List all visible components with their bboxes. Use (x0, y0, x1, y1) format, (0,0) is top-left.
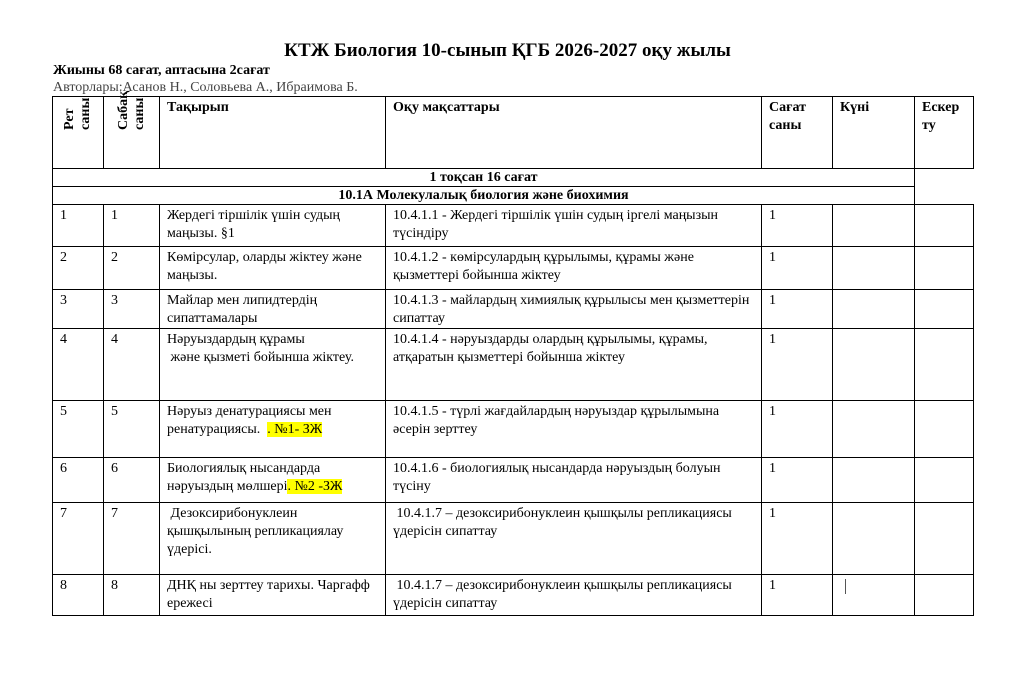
row-date (833, 247, 914, 249)
row-objective-text: 10.4.1.1 - Жердегі тіршілік үшін судың іргелі маңызын түсіндіру (393, 208, 722, 241)
row-num (53, 503, 103, 523)
row-objective (386, 247, 761, 285)
row-num-text: 5 (60, 404, 67, 419)
row-num (53, 290, 103, 310)
row-hours-text: 1 (769, 293, 776, 308)
row-hours (762, 401, 832, 421)
row-date (833, 329, 914, 331)
authors-line: Авторлары:Асанов Н., Соловьева А., Ибраимова Б. (53, 80, 358, 95)
row-lesson (104, 290, 159, 310)
row-objective (386, 458, 761, 496)
row-date (833, 401, 914, 403)
quarter-row (53, 169, 974, 187)
header-date: Күні (840, 100, 870, 115)
row-lesson (104, 329, 159, 349)
row-topic (160, 458, 385, 496)
row-hours (762, 458, 832, 478)
section-label: 10.1А Молекулалық биология және биохимия (53, 187, 915, 205)
row-note (915, 247, 973, 249)
row-date (833, 503, 914, 505)
row-lesson (104, 247, 159, 267)
table-row (53, 205, 974, 247)
quarter-label: 1 тоқсан 16 сағат (53, 169, 915, 187)
lab-work-highlight: . №1- ЗЖ (267, 422, 323, 437)
hours-summary: Жиыны 68 сағат, аптасына 2сағат (53, 63, 270, 78)
row-num-text: 3 (60, 293, 67, 308)
row-hours (762, 503, 832, 523)
row-hours-text: 1 (769, 404, 776, 419)
row-topic-text: Көмірсулар, оларды жіктеу және маңызы. (167, 250, 366, 283)
header-lesson-label: Сабақ саны (115, 90, 147, 130)
row-note (915, 575, 973, 577)
row-topic (160, 575, 385, 613)
row-date (833, 458, 914, 460)
row-num (53, 575, 103, 595)
table-row (53, 401, 974, 458)
row-objective (386, 290, 761, 328)
row-date (833, 205, 914, 207)
row-num-text: 1 (60, 208, 67, 223)
row-note (915, 503, 973, 505)
section-row (53, 187, 974, 205)
row-objective-text: 10.4.1.3 - майлардың химиялық құрылысы мен қызметтерін сипаттау (393, 293, 753, 326)
row-lesson (104, 575, 159, 595)
table-row (53, 575, 974, 616)
row-num-text: 4 (60, 332, 67, 347)
row-num (53, 458, 103, 478)
row-num-text: 8 (60, 578, 67, 593)
text-cursor (845, 579, 846, 594)
header-hours: Сағат саны (769, 100, 806, 133)
row-objective (386, 205, 761, 243)
lab-work-highlight: . №2 -ЗЖ (287, 479, 343, 494)
row-hours-text: 1 (769, 506, 776, 521)
row-hours (762, 575, 832, 595)
row-note (915, 290, 973, 292)
table-row (53, 503, 974, 575)
row-lesson-text: 1 (111, 208, 118, 223)
row-topic-text: Нәруыздардың құрамы және қызметі бойынша жіктеу. (167, 332, 354, 365)
row-note (915, 401, 973, 403)
row-lesson-text: 7 (111, 506, 118, 521)
header-lesson (104, 90, 160, 169)
row-note (915, 329, 973, 331)
row-num-text: 6 (60, 461, 67, 476)
row-objective-text: 10.4.1.2 - көмірсулардың құрылымы, құрамы және қызметтері бойынша жіктеу (393, 250, 698, 283)
row-hours (762, 329, 832, 349)
row-topic-text: ДНҚ ны зерттеу тарихы. Чаргафф ережесі (167, 578, 374, 611)
row-num (53, 401, 103, 421)
row-topic-text: Нәруыз денатурациясы мен ренатурациясы. (167, 404, 336, 437)
row-lesson (104, 401, 159, 421)
row-topic (160, 247, 385, 285)
row-topic (160, 329, 385, 367)
row-objective-text: 10.4.1.4 - нәруыздарды олардың құрылымы, құрамы, атқаратын қызметтері бойынша жіктеу (393, 332, 712, 365)
row-topic (160, 503, 385, 559)
row-hours-text: 1 (769, 578, 776, 593)
row-lesson-text: 5 (111, 404, 118, 419)
row-lesson-text: 6 (111, 461, 118, 476)
row-topic-text: Дезоксирибонуклеин қышқылының репликациялау үдерісі. (167, 506, 347, 557)
row-num (53, 247, 103, 267)
row-objective-text: 10.4.1.6 - биологиялық нысандарда нәруыздың болуын түсіну (393, 461, 724, 494)
header-objectives: Оқу мақсаттары (393, 100, 500, 115)
row-num-text: 2 (60, 250, 67, 265)
row-hours-text: 1 (769, 332, 776, 347)
row-hours-text: 1 (769, 250, 776, 265)
row-topic-text: Майлар мен липидтердің сипаттамалары (167, 293, 321, 326)
row-objective (386, 503, 761, 541)
row-objective (386, 575, 761, 613)
row-num (53, 205, 103, 225)
row-topic (160, 401, 385, 439)
row-lesson (104, 503, 159, 523)
header-num (53, 97, 104, 169)
row-note (915, 458, 973, 460)
row-hours-text: 1 (769, 461, 776, 476)
table-row (53, 247, 974, 290)
row-lesson-text: 8 (111, 578, 118, 593)
lesson-plan-table (52, 90, 974, 616)
row-topic-text: Жердегі тіршілік үшін судың маңызы. §1 (167, 208, 344, 241)
row-hours (762, 247, 832, 267)
row-objective-text: 10.4.1.7 – дезоксирибонуклеин қышқылы репликациясы үдерісін сипаттау (393, 578, 736, 611)
row-lesson (104, 205, 159, 225)
row-lesson-text: 2 (111, 250, 118, 265)
document-title: КТЖ Биология 10-сынып ҚГБ 2026-2027 оқу жылы (284, 40, 731, 61)
row-hours (762, 205, 832, 225)
row-topic (160, 290, 385, 328)
row-date (833, 575, 914, 600)
header-row (53, 97, 974, 169)
row-num (53, 329, 103, 349)
row-lesson-text: 4 (111, 332, 118, 347)
row-objective (386, 329, 761, 367)
row-lesson (104, 458, 159, 478)
row-objective-text: 10.4.1.7 – дезоксирибонуклеин қышқылы репликациясы үдерісін сипаттау (393, 506, 736, 539)
row-note (915, 205, 973, 207)
table-row (53, 329, 974, 401)
row-date (833, 290, 914, 292)
table-row (53, 458, 974, 503)
row-topic-text: Биологиялық нысандарда нәруыздың мөлшері (167, 461, 324, 494)
header-num-label: Рет саны (62, 97, 93, 130)
row-hours-text: 1 (769, 208, 776, 223)
row-topic (160, 205, 385, 243)
row-lesson-text: 3 (111, 293, 118, 308)
header-note: Ескер ту (922, 100, 960, 133)
row-num-text: 7 (60, 506, 67, 521)
header-topic: Тақырып (167, 100, 229, 115)
row-objective (386, 401, 761, 439)
row-hours (762, 290, 832, 310)
table-row (53, 290, 974, 329)
row-objective-text: 10.4.1.5 - түрлі жағдайлардың нәруыздар құрылымына әсерін зерттеу (393, 404, 723, 437)
